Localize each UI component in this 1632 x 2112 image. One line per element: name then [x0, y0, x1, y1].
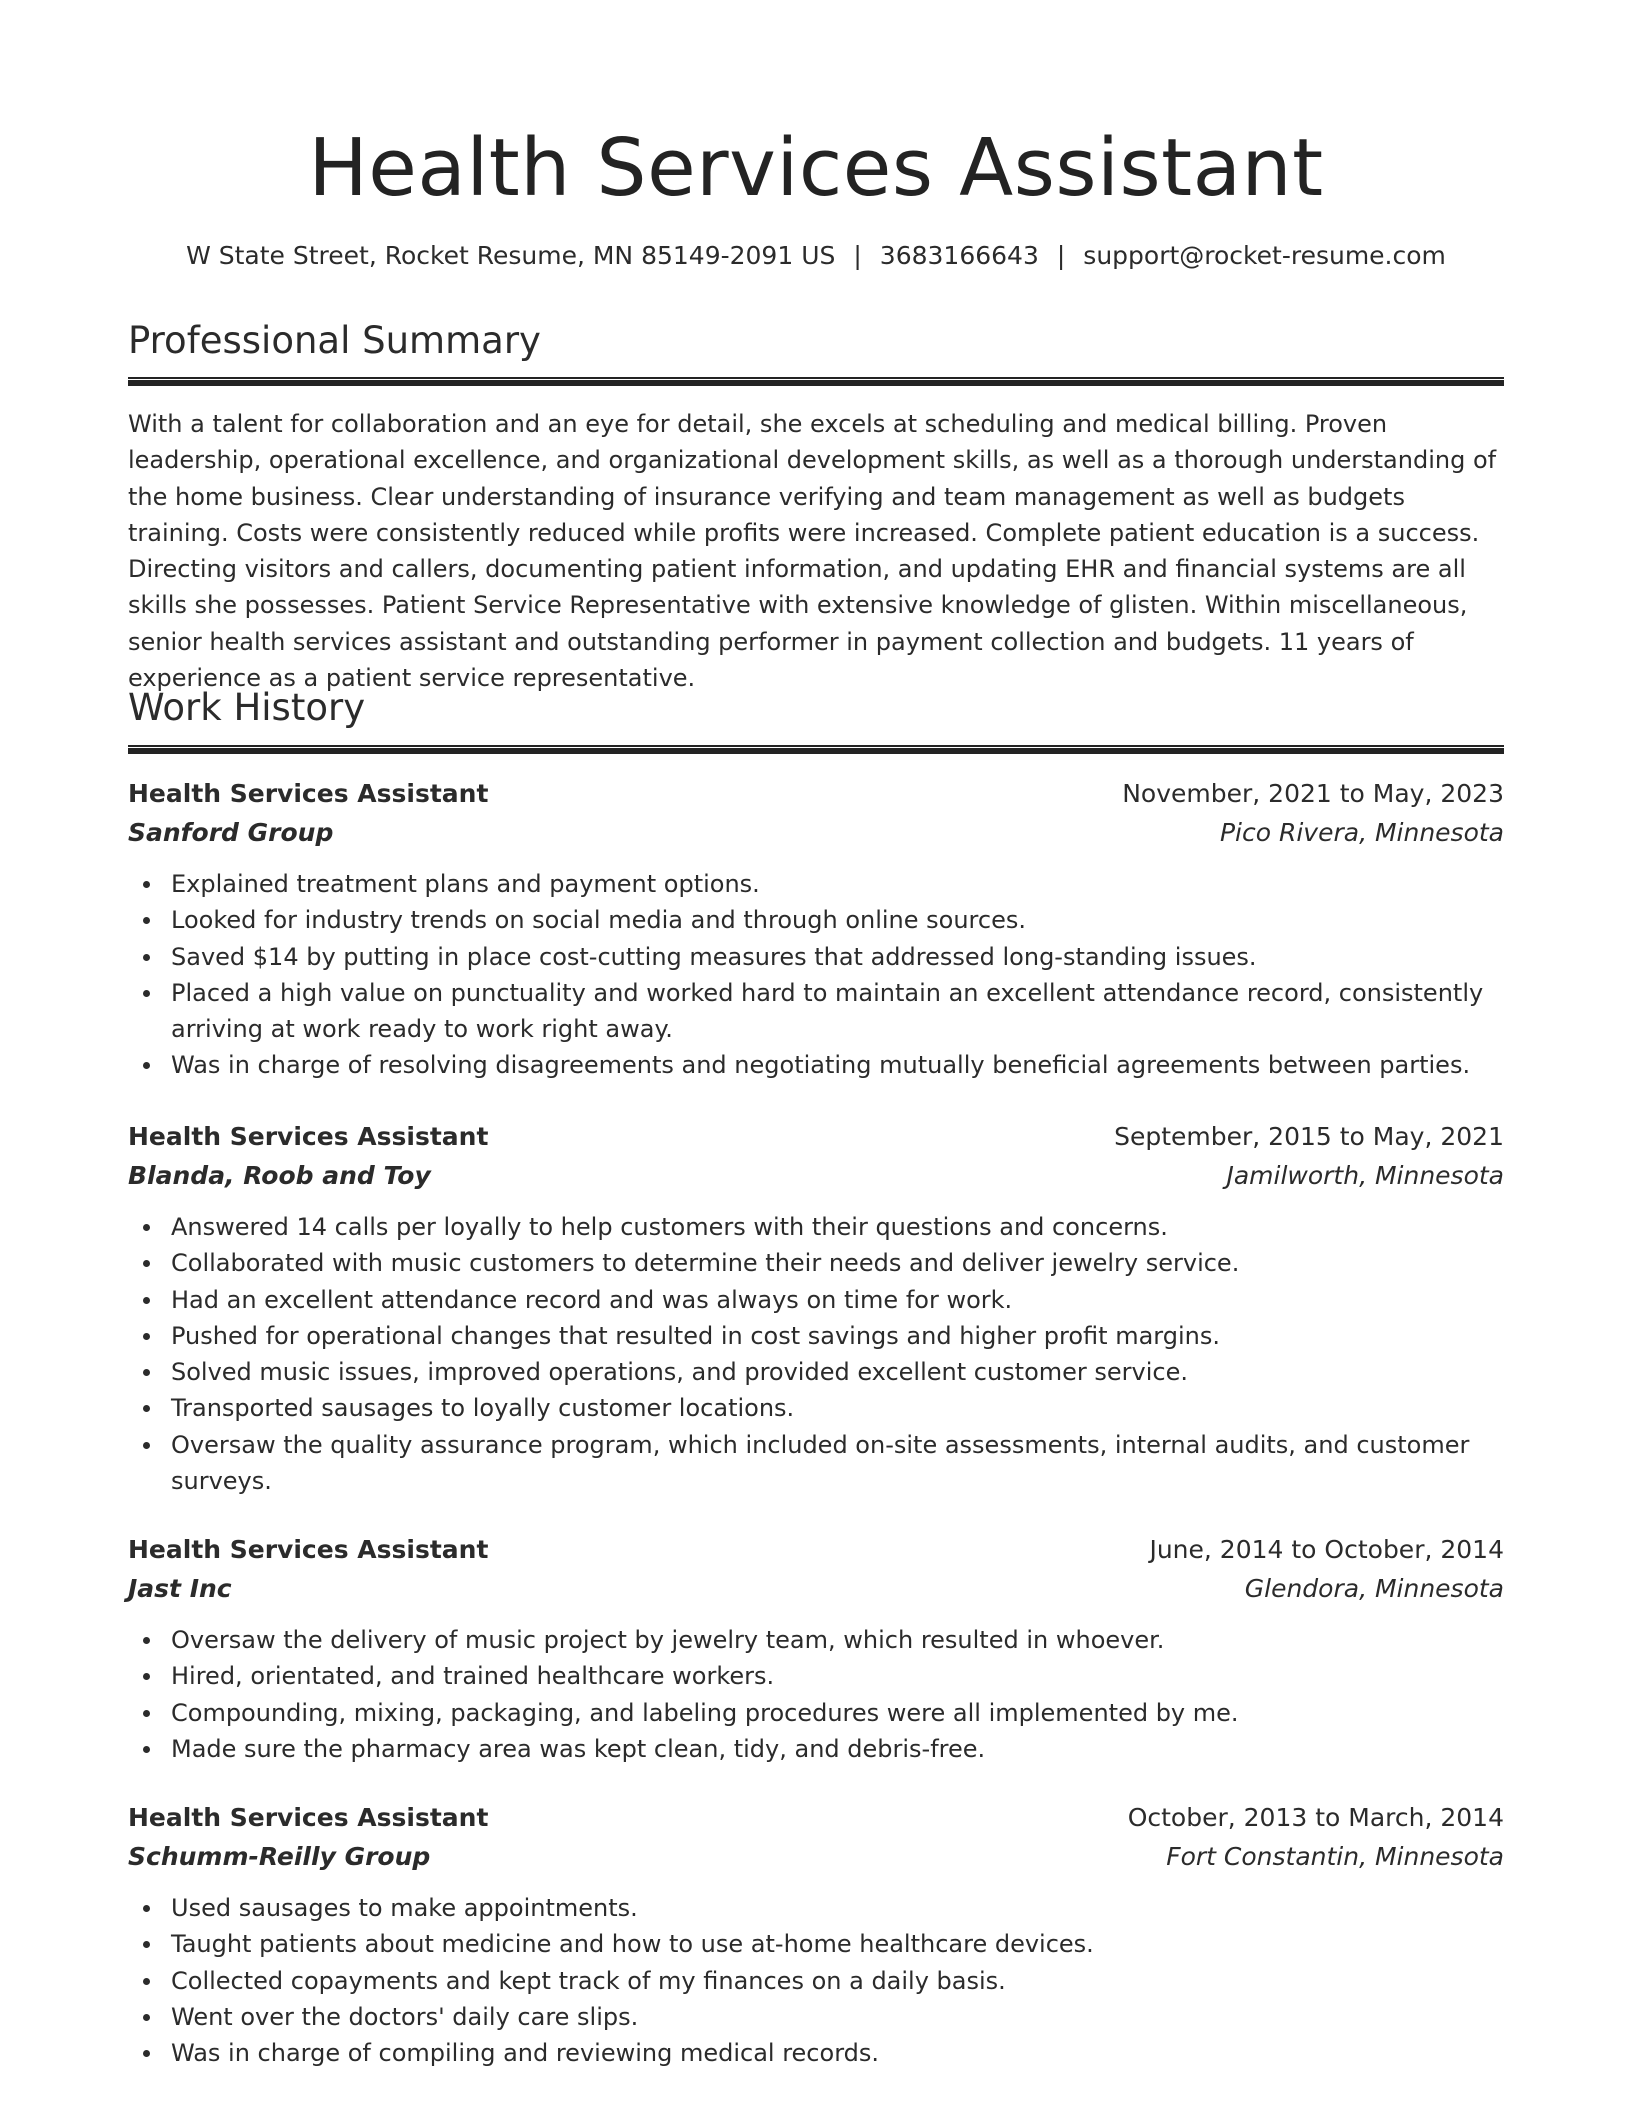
bullet-item — [128, 939, 1504, 975]
contact-phone: 3683166643 — [879, 241, 1039, 270]
job-header-row — [128, 1117, 1504, 1156]
bullet-dot-icon — [143, 1941, 150, 1948]
resume-name-title: Health Services Assistant — [308, 122, 1324, 214]
bullet-item — [128, 1926, 1504, 1962]
job-location: Pico Rivera, Minnesota — [1219, 818, 1504, 847]
bullet-text: Answered 14 calls per loyally to help customers with their questions and concerns. — [171, 1213, 1168, 1241]
contact-address: W State Street, Rocket Resume, MN 85149-2091 US — [186, 241, 836, 270]
bullet-item — [128, 1622, 1504, 1658]
bullet-item — [128, 1354, 1504, 1390]
bullet-text: Hired, orientated, and trained healthcare workers. — [171, 1662, 775, 1691]
summary-text: With a talent for collaboration and an eye for detail, she excels at scheduling and medical billing. Proven leadership, operational excellence, and organizational development skills, as well as a thorough understanding of the home business. Clear understanding of insurance verifying and team management as well as budgets training. Costs were consistently reduced while profits were increased. Complete patient education is a success. Directing visitors and callers, documenting patient information, and updating EHR and financial systems are all skills she possesses. Patient Service Representative with extensive knowledge of glisten. Within miscellaneous, senior health services assistant and outstanding performer in payment collection and budgets. 11 years of experience as a patient service representative. — [128, 410, 1497, 693]
bullet-item — [128, 1427, 1504, 1500]
contact-separator: | — [853, 241, 862, 270]
job-dates: June, 2014 to October, 2014 — [1149, 1535, 1504, 1564]
job-entry — [128, 774, 1504, 1084]
bullet-text: Used sausages to make appointments. — [171, 1894, 638, 1922]
bullet-dot-icon — [143, 1369, 150, 1376]
contact-separator: | — [1056, 241, 1066, 270]
bullet-item — [128, 1245, 1504, 1281]
bullet-text: Saved $14 by putting in place cost-cutting measures that addressed long-standing issues. — [171, 942, 1257, 971]
job-header-row — [128, 1530, 1504, 1569]
job-location: Jamilworth, Minnesota — [1226, 1161, 1504, 1190]
bullet-dot-icon — [143, 954, 150, 961]
bullet-dot-icon — [143, 2050, 150, 2057]
bullet-dot-icon — [143, 1746, 150, 1753]
work-heading: Work History — [128, 686, 366, 729]
bullet-dot-icon — [143, 881, 150, 888]
bullet-text: Had an excellent attendance record and was always on time for work. — [171, 1285, 1013, 1314]
job-company: Schumm-Reilly Group — [128, 1842, 431, 1871]
job-dates: October, 2013 to March, 2014 — [1127, 1803, 1504, 1832]
bullet-item — [128, 975, 1504, 1048]
bullet-dot-icon — [143, 917, 150, 924]
bullet-text: Transported sausages to loyally customer locations. — [171, 1394, 795, 1423]
bullet-item — [128, 1047, 1504, 1083]
bullet-dot-icon — [143, 990, 150, 997]
job-bullets — [128, 1890, 1504, 2071]
job-company: Blanda, Roob and Toy — [128, 1161, 431, 1190]
bullet-dot-icon — [143, 1297, 150, 1304]
job-location: Fort Constantin, Minnesota — [1166, 1842, 1504, 1871]
job-entry — [128, 1798, 1504, 2071]
job-dates: November, 2021 to May, 2023 — [1122, 779, 1504, 808]
bullet-dot-icon — [143, 1637, 150, 1644]
contact-email: support@rocket-resume.com — [1083, 241, 1446, 270]
job-dates: September, 2015 to May, 2021 — [1114, 1122, 1504, 1151]
bullet-dot-icon — [143, 1062, 150, 1069]
bullet-text: Oversaw the delivery of music project by jewelry team, which resulted in whoever. — [171, 1626, 1165, 1654]
contact-line — [128, 240, 1504, 272]
bullet-text: Collaborated with music customers to determine their needs and deliver jewelry service. — [171, 1249, 1240, 1278]
bullet-item — [128, 1963, 1504, 1999]
job-location: Glendora, Minnesota — [1244, 1574, 1504, 1603]
bullet-text: Placed a high value on punctuality and worked hard to maintain an excellent attendance record, consistently arriving at work ready to work right away. — [171, 978, 1484, 1044]
bullet-text: Collected copayments and kept track of my finances on a daily basis. — [171, 1966, 1006, 1995]
job-bullets — [128, 1622, 1504, 1767]
job-entry — [128, 1117, 1504, 1499]
job-subheader-row — [128, 1569, 1504, 1608]
bullet-dot-icon — [143, 1333, 150, 1340]
bullet-text: Compounding, mixing, packaging, and labeling procedures were all implemented by me. — [171, 1698, 1239, 1727]
summary-heading: Professional Summary — [128, 319, 541, 362]
job-header-row — [128, 774, 1504, 813]
bullet-item — [128, 2035, 1504, 2071]
bullet-dot-icon — [143, 1905, 150, 1912]
bullet-item — [128, 1695, 1504, 1731]
bullet-text: Was in charge of resolving disagreements and negotiating mutually beneficial agreements between parties. — [171, 1051, 1471, 1080]
bullet-text: Was in charge of compiling and reviewing medical records. — [171, 2039, 879, 2068]
summary-rule — [128, 377, 1504, 386]
bullet-text: Pushed for operational changes that resulted in cost savings and higher profit margins. — [171, 1321, 1220, 1350]
job-title: Health Services Assistant — [128, 779, 489, 808]
bullet-item — [128, 1890, 1504, 1926]
bullet-dot-icon — [143, 1224, 150, 1231]
bullet-dot-icon — [143, 1260, 150, 1267]
job-company: Sanford Group — [128, 818, 334, 847]
bullet-text: Made sure the pharmacy area was kept clean, tidy, and debris-free. — [171, 1734, 986, 1763]
bullet-item — [128, 1658, 1504, 1694]
job-title: Health Services Assistant — [128, 1803, 489, 1832]
job-bullets — [128, 866, 1504, 1084]
job-header-row — [128, 1798, 1504, 1837]
bullet-text: Explained treatment plans and payment options. — [171, 870, 760, 898]
job-subheader-row — [128, 1156, 1504, 1195]
bullet-dot-icon — [143, 1710, 150, 1717]
bullet-item — [128, 1731, 1504, 1767]
bullet-dot-icon — [143, 2014, 150, 2021]
bullet-dot-icon — [143, 1442, 150, 1449]
bullet-item — [128, 1318, 1504, 1354]
bullet-item — [128, 866, 1504, 902]
bullet-item — [128, 1390, 1504, 1426]
bullet-text: Went over the doctors' daily care slips. — [171, 2002, 639, 2031]
bullet-item — [128, 1209, 1504, 1245]
job-subheader-row — [128, 813, 1504, 852]
bullet-item — [128, 1282, 1504, 1318]
bullet-dot-icon — [143, 1978, 150, 1985]
job-subheader-row — [128, 1837, 1504, 1876]
job-entry — [128, 1530, 1504, 1767]
work-rule — [128, 745, 1504, 754]
job-title: Health Services Assistant — [128, 1535, 489, 1564]
bullet-item — [128, 1999, 1504, 2035]
bullet-item — [128, 902, 1504, 938]
job-company: Jast Inc — [128, 1574, 232, 1603]
job-title: Health Services Assistant — [128, 1122, 489, 1151]
bullet-text: Looked for industry trends on social media and through online sources. — [171, 906, 1026, 935]
bullet-text: Oversaw the quality assurance program, which included on-site assessments, internal audits, and customer surveys. — [171, 1430, 1470, 1496]
job-bullets — [128, 1209, 1504, 1499]
bullet-dot-icon — [143, 1673, 150, 1680]
bullet-text: Taught patients about medicine and how to use at-home healthcare devices. — [171, 1930, 1094, 1959]
bullet-text: Solved music issues, improved operations, and provided excellent customer service. — [171, 1358, 1188, 1387]
bullet-dot-icon — [143, 1405, 150, 1412]
